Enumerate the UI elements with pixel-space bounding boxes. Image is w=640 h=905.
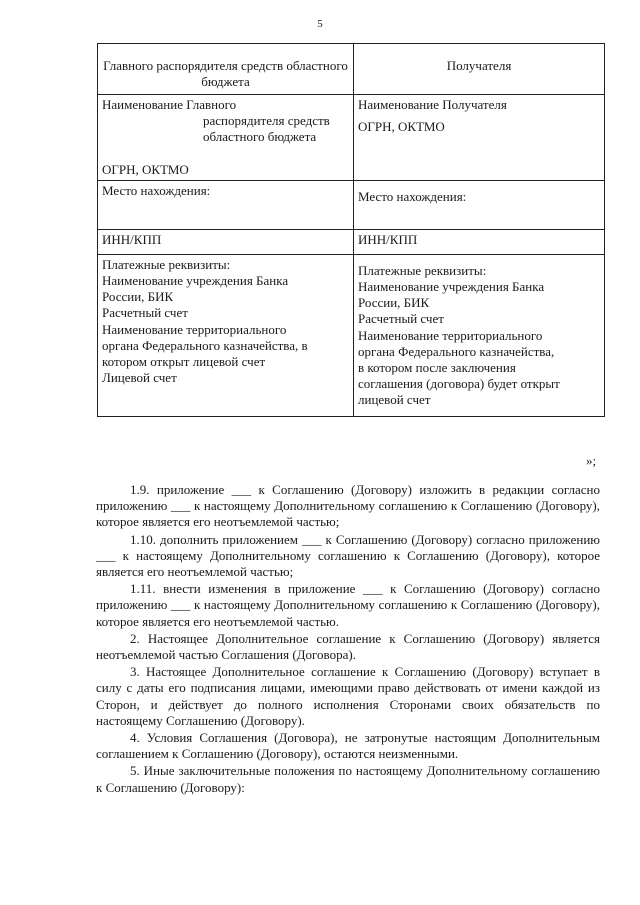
paragraph-5: 5. Иные заключительные положения по настоящему Дополнительному соглашению к Соглашению (Договору): — [96, 763, 600, 795]
payment-right-line: Платежные реквизиты: — [358, 262, 487, 278]
payment-left-line: Наименование территориального — [102, 321, 287, 337]
address-left-cell — [98, 180, 354, 229]
inn-right-label: ИНН/КПП — [358, 231, 418, 247]
inn-left-label: ИНН/КПП — [102, 231, 162, 247]
address-left-label: Место нахождения: — [102, 182, 211, 198]
payment-left-line: Платежные реквизиты: — [102, 256, 231, 272]
ogrn-right: ОГРН, ОКТМО — [358, 119, 445, 135]
paragraph-2: 2. Настоящее Дополнительное соглашение к Соглашению (Договору) является неотъемлемой частью Соглашения (Договора). — [96, 630, 600, 663]
closing-quote: »; — [586, 453, 597, 468]
address-row — [98, 180, 605, 229]
payment-row — [98, 254, 605, 416]
inn-right-cell — [354, 229, 605, 254]
document-body — [96, 482, 600, 797]
header-right-cell — [354, 44, 605, 95]
payment-right-cell — [354, 254, 605, 416]
payment-left-line: Наименование учреждения Банка — [102, 273, 289, 289]
name-left-label: Наименование Главного — [102, 97, 237, 112]
payment-left-line: России, БИК — [102, 289, 174, 305]
inn-left-cell — [98, 229, 354, 254]
payment-right-line: лицевой счет — [358, 392, 431, 408]
name-row — [98, 95, 605, 181]
payment-right-line: в котором после заключения — [358, 360, 516, 376]
name-left-cell — [98, 95, 354, 181]
payment-left-cell — [98, 254, 354, 416]
payment-right-line: Расчетный счет — [358, 311, 444, 327]
table-header-row — [98, 44, 605, 95]
payment-left-line: Расчетный счет — [102, 305, 188, 321]
paragraph-1-11: 1.11. внести изменения в приложение ___ к Соглашению (Договору) согласно приложению ___ к настоящему Дополнительному соглашению к Соглашению (Договору), которое является его неотъемлемой частью. — [96, 581, 600, 629]
payment-left-line: органа Федерального казначейства, в — [102, 337, 308, 353]
paragraph-1-10: 1.10. дополнить приложением ___ к Соглашению (Договору) согласно приложению ___ к настоящему Дополнительному соглашению к Соглашению (Договору), которое является его неотъемлемой частью; — [96, 531, 600, 580]
payment-right-line: Наименование территориального — [358, 327, 543, 343]
payment-left-line: котором открыт лицевой счет — [102, 354, 266, 370]
name-left-continuation: распорядителя средств областного бюджета — [203, 113, 330, 145]
requisites-table — [97, 43, 605, 417]
header-right-text: Получателя — [446, 58, 512, 73]
paragraph-3: 3. Настоящее Дополнительное соглашение к Соглашению (Договору) вступает в силу с даты его подписания лицами, имеющими право действовать от имени каждой из Сторон, и действует до полного исполнения Сторонами своих обязательств по настоящему Соглашению (Договору). — [96, 664, 600, 728]
name-right-cell — [354, 95, 605, 181]
header-left-text: Главного распорядителя средств областного бюджета — [103, 58, 348, 90]
paragraph-1-9: 1.9. приложение ___ к Соглашению (Договору) изложить в редакции согласно приложению ___ к настоящему Дополнительному соглашению к Соглашению (Договору), которое является его неотъемлемой частью; — [96, 482, 600, 530]
page-number: 5 — [317, 18, 323, 30]
payment-right-line: Наименование учреждения Банка — [358, 279, 545, 295]
ogrn-left: ОГРН, ОКТМО — [102, 161, 189, 177]
address-right-label: Место нахождения: — [358, 188, 467, 204]
payment-right-line: России, БИК — [358, 295, 430, 311]
header-left-cell — [98, 44, 354, 95]
inn-row — [98, 229, 605, 254]
address-right-cell — [354, 180, 605, 229]
paragraph-4: 4. Условия Соглашения (Договора), не затронутые настоящим Дополнительным соглашением к Соглашению (Договору), остаются неизменными. — [96, 730, 600, 762]
payment-left-line: Лицевой счет — [102, 370, 177, 386]
name-right-label: Наименование Получателя — [358, 97, 507, 112]
payment-right-line: соглашения (договора) будет открыт — [358, 376, 560, 392]
payment-right-line: органа Федерального казначейства, — [358, 343, 555, 359]
